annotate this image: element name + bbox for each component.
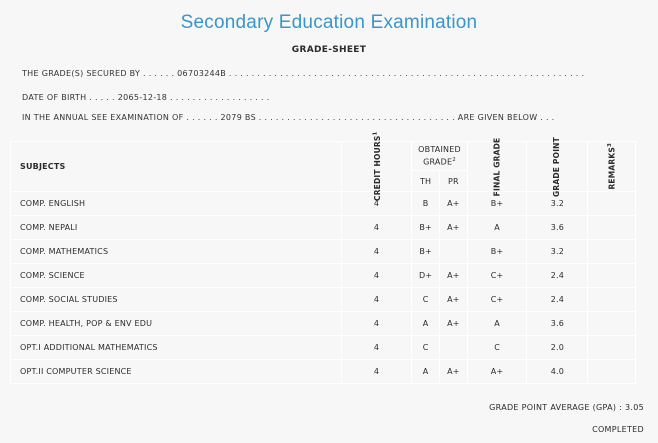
cell-final-grade: B+ [467,192,527,216]
cell-final-grade: A+ [467,360,527,384]
cell-credit-hours: 4 [341,240,412,264]
cell-subject: OPT.I ADDITIONAL MATHEMATICS [11,336,342,360]
cell-remarks [588,288,636,312]
cell-pr-grade: A+ [440,192,468,216]
cell-credit-hours: 4 [341,312,412,336]
cell-final-grade: A [467,312,527,336]
cell-grade-point: 3.2 [527,240,588,264]
cell-th-grade: B [412,192,440,216]
cell-pr-grade: A+ [440,216,468,240]
cell-final-grade: C+ [467,288,527,312]
cell-pr-grade [440,336,468,360]
info-date-of-birth: DATE OF BIRTH . . . . . 2065-12-18 . . . . . . . . . . . . . . . . . . [22,93,270,102]
table-row [11,216,636,240]
info-grades-secured-by: THE GRADE(S) SECURED BY . . . . . . 06703244B . . . . . . . . . . . . . . . . . . . . . . . . . . . . . . . . . . . . . . . . . . . . . . . . . . . . . . . . . . . . . . . [22,69,585,78]
cell-subject: COMP. HEALTH, POP & ENV EDU [11,312,342,336]
cell-grade-point: 2.4 [527,288,588,312]
cell-grade-point: 4.0 [527,360,588,384]
cell-credit-hours: 4 [341,216,412,240]
cell-pr-grade [440,240,468,264]
cell-subject: COMP. ENGLISH [11,192,342,216]
cell-subject: OPT.II COMPUTER SCIENCE [11,360,342,384]
cell-credit-hours: 4 [341,264,412,288]
header-remarks: REMARKS$^3$ [588,142,636,192]
header-obtained-grade: OBTAINED GRADE$^2$ [412,142,468,171]
cell-remarks [588,264,636,288]
cell-th-grade: D+ [412,264,440,288]
header-pr: PR [440,171,468,192]
cell-grade-point: 3.6 [527,216,588,240]
grades-table [10,131,636,384]
cell-grade-point: 2.0 [527,336,588,360]
table-row [11,240,636,264]
cell-subject: COMP. NEPALI [11,216,342,240]
cell-th-grade: A [412,360,440,384]
cell-th-grade: A [412,312,440,336]
header-credit-hours: CREDIT HOURS$^1$ [341,142,412,192]
cell-pr-grade: A+ [440,360,468,384]
table-row [11,192,636,216]
info-examination: IN THE ANNUAL SEE EXAMINATION OF . . . . . . 2079 BS . . . . . . . . . . . . . . . . . . . . . . . . . . . . . . . . . . . ARE GIVEN BELOW . . . [22,113,555,122]
cell-grade-point: 3.6 [527,312,588,336]
header-th: TH [412,171,440,192]
cell-final-grade: A [467,216,527,240]
cell-th-grade: B+ [412,216,440,240]
cell-pr-grade: A+ [440,312,468,336]
cell-credit-hours: 4 [341,288,412,312]
cell-final-grade: C+ [467,264,527,288]
cell-th-grade: C [412,336,440,360]
table-row [11,264,636,288]
cell-th-grade: C [412,288,440,312]
cell-remarks [588,336,636,360]
table-row [11,312,636,336]
cell-th-grade: B+ [412,240,440,264]
cell-remarks [588,192,636,216]
cell-subject: COMP. MATHEMATICS [11,240,342,264]
cell-subject: COMP. SOCIAL STUDIES [11,288,342,312]
cell-remarks [588,240,636,264]
header-grade-point: GRADE POINT [527,142,588,192]
cell-pr-grade: A+ [440,288,468,312]
cell-pr-grade: A+ [440,264,468,288]
cell-credit-hours: 4 [341,360,412,384]
table-row [11,360,636,384]
table-row [11,336,636,360]
cell-final-grade: C [467,336,527,360]
header-final-grade: FINAL GRADE [467,142,527,192]
page-title: Secondary Education Examination [180,12,478,33]
cell-grade-point: 3.2 [527,192,588,216]
table-row [11,288,636,312]
cell-subject: COMP. SCIENCE [11,264,342,288]
cell-credit-hours: 4 [341,336,412,360]
cell-remarks [588,216,636,240]
cell-remarks [588,360,636,384]
cell-remarks [588,312,636,336]
gpa-summary: GRADE POINT AVERAGE (GPA) : 3.05 [489,403,644,412]
cell-grade-point: 2.4 [527,264,588,288]
cell-final-grade: B+ [467,240,527,264]
header-subjects: SUBJECTS [11,142,342,192]
cell-credit-hours: 4 [341,192,412,216]
page-subtitle: GRADE-SHEET [291,45,367,55]
result-status: COMPLETED [592,425,644,434]
